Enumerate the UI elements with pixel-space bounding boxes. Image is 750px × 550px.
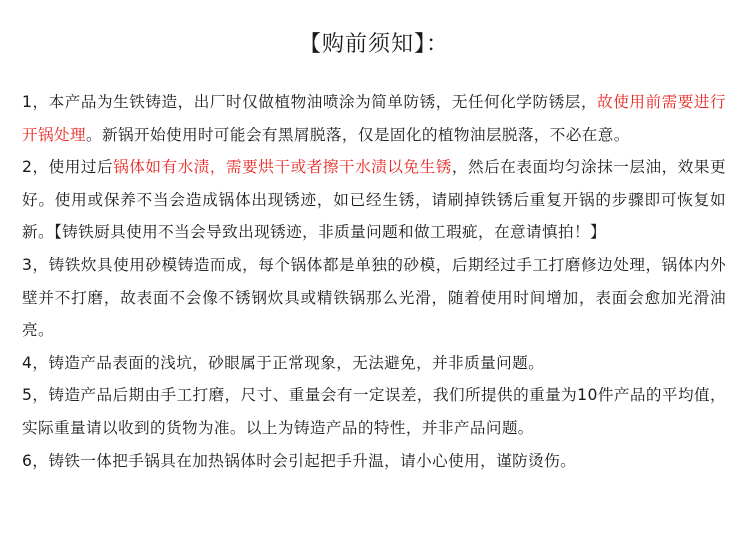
notice-item-2 bbox=[22, 151, 726, 249]
notice-text: 6，铸铁一体把手锅具在加热锅体时会引起把手升温，请小心使用，谨防烫伤。 bbox=[22, 451, 577, 470]
notice-item-6 bbox=[22, 445, 726, 478]
notice-text: 1，本产品为生铁铸造，出厂时仅做植物油喷涂为简单防锈，无任何化学防锈层， bbox=[22, 93, 598, 111]
notice-item-5 bbox=[22, 379, 726, 444]
notice-warning-text: 故使用前需要进行开锅处理 bbox=[22, 93, 726, 144]
notice-item-1 bbox=[22, 86, 726, 151]
page-title: 【购前须知】： bbox=[298, 32, 449, 57]
notice-text: 5，铸造产品后期由手工打磨，尺寸、重量会有一定误差，我们所提供的重量为10件产品的平均值，实际重量请以收到的货物为准。以上为铸造产品的特性，并非产品问题。 bbox=[22, 386, 726, 437]
notice-item-3 bbox=[22, 249, 726, 347]
notice-text: ，然后在表面均匀涂抹一层油，效果更好。使用或保养不当会造成锅体出现锈迹，如已经生锈，请刷掉铁锈后重复开锅的步骤即可恢复如新。【铸铁厨具使用不当会导致出现锈迹，非质量问题和做工瑕疵，在意请慎拍！】 bbox=[22, 158, 726, 242]
notice-warning-text: 锅体如有水渍，需要烘干或者擦干水渍以免生锈 bbox=[113, 158, 452, 177]
notice-text: 3，铸铁炊具使用砂模铸造而成，每个锅体都是单独的砂模，后期经过手工打磨修边处理，锅体内外壁并不打磨，故表面不会像不锈钢炊具或精铁锅那么光滑，随着使用时间增加，表面会愈加光滑油亮。 bbox=[22, 255, 726, 340]
notice-item-4 bbox=[22, 347, 726, 380]
notice-text: 4，铸造产品表面的浅坑，砂眼属于正常现象，无法避免，并非质量问题。 bbox=[22, 353, 545, 372]
notice-text: 2，使用过后 bbox=[22, 158, 114, 177]
notice-text: 。新锅开始使用时可能会有黑屑脱落，仅是固化的植物油层脱落，不必在意。 bbox=[85, 125, 630, 144]
